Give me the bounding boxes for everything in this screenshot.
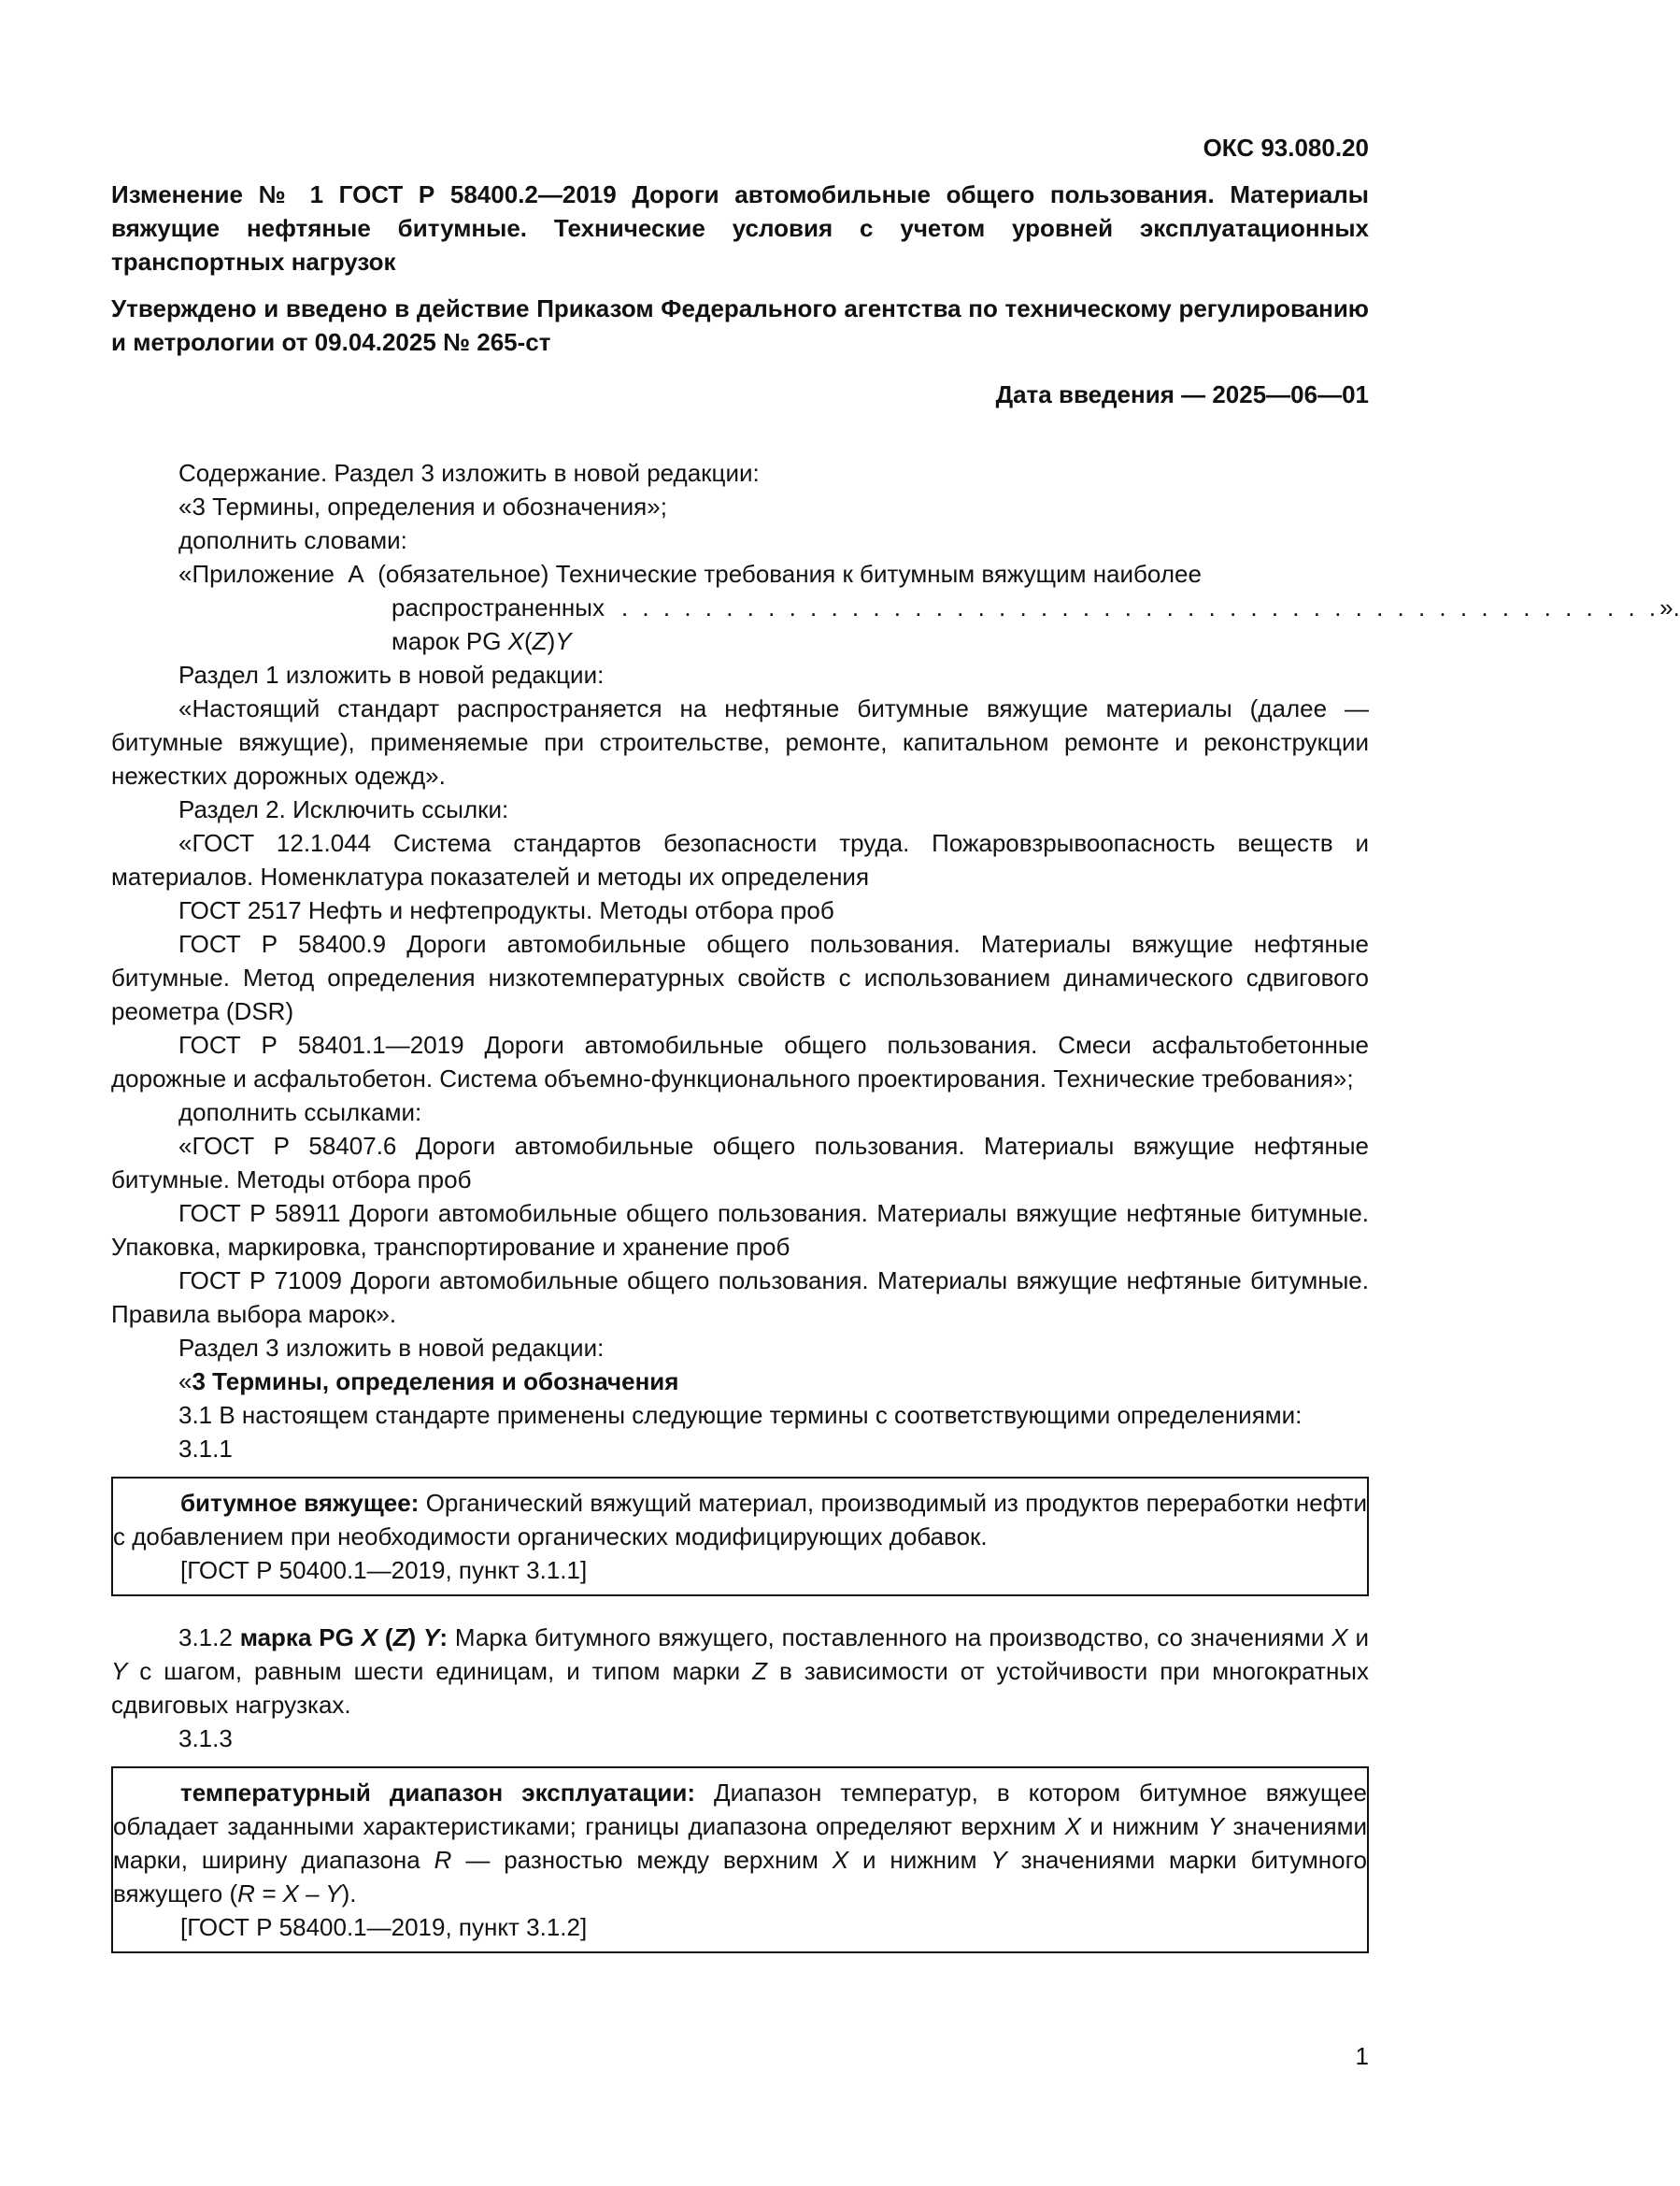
page-number: 1 [1355, 2042, 1369, 2070]
term-definition: 3.1.2 марка PG X (Z) Y: Марка битумного вяжущего, поставленного на производство, со значениями X и Y с шагом, равным шести единицам, и типом марки Z в зависимости от устойчивости при многократных сдвиговых нагрузках. [111, 1623, 1369, 1719]
paragraph: дополнить ссылками: [178, 1098, 422, 1126]
term-number: 3.1.3 [178, 1724, 233, 1752]
term-name: марка PG X (Z) Y: [239, 1623, 448, 1651]
toc-entry-title-cont: распространенных марок PG X(Z)Y [392, 593, 605, 655]
reference-item: «ГОСТ Р 58407.6 Дороги автомобильные общего пользования. Материалы вяжущие нефтяные битумные. Методы отбора проб [111, 1132, 1369, 1193]
approval-statement: Утверждено и введено в действие Приказом Федерального агентства по техническому регулированию и метрологии от 09.04.2025 № 265-ст [111, 294, 1369, 356]
paragraph: 3.1 В настоящем стандарте применены следующие термины с соответствующими определениями: [178, 1401, 1303, 1429]
section-heading: «3 Термины, определения и обозначения [178, 1367, 679, 1395]
paragraph: Раздел 1 изложить в новой редакции: [178, 661, 605, 689]
document-title: Изменение № 1 ГОСТ Р 58400.2—2019 Дороги автомобильные общего пользования. Материалы вяжущие нефтяные битумные. Технические условия с учетом уровней эксплуатационных транспортных нагрузок [111, 180, 1369, 276]
term-number: 3.1.1 [178, 1435, 233, 1463]
reference-item: ГОСТ 2517 Нефть и нефтепродукты. Методы отбора проб [178, 896, 834, 924]
paragraph: Раздел 2. Исключить ссылки: [178, 795, 509, 823]
toc-entry-end: ». [1659, 593, 1680, 622]
reference-item: ГОСТ Р 71009 Дороги автомобильные общего пользования. Материалы вяжущие нефтяные битумные. Правила выбора марок». [111, 1266, 1369, 1328]
toc-entry [111, 557, 1369, 591]
reference-item: «ГОСТ 12.1.044 Система стандартов безопасности труда. Пожаровзрывоопасность веществ и материалов. Номенклатура показателей и методы их определения [111, 829, 1369, 891]
document-page [111, 131, 1680, 1965]
term-name: температурный диапазон эксплуатации: [180, 1779, 695, 1807]
term-source: [ГОСТ Р 58400.1—2019, пункт 3.1.2] [180, 1913, 588, 1941]
paragraph: «Настоящий стандарт распространяется на нефтяные битумные вяжущие материалы (далее — битумные вяжущие), применяемые при строительстве, ремонте, капитальном ремонте и реконструкции нежестких дорожных одежд». [111, 694, 1369, 790]
term-definition: битумное вяжущее: Органический вяжущий материал, производимый из продуктов переработки нефти с добавлением при необходимости органических модифицирующих добавок. [113, 1489, 1368, 1550]
document-body [111, 456, 1680, 1953]
reference-item: ГОСТ Р 58400.9 Дороги автомобильные общего пользования. Материалы вяжущие нефтяные битумные. Метод определения низкотемпературных свойств с использованием динамического сдвигового реометра (DSR) [111, 930, 1369, 1025]
reference-item: ГОСТ Р 58401.1—2019 Дороги автомобильные общего пользования. Смеси асфальтобетонные дорожные и асфальтобетон. Система объемно-функционального проектирования. Технические требования»; [111, 1031, 1369, 1093]
term-definition: температурный диапазон эксплуатации: Диапазон температур, в котором битумное вяжущее обладает заданными характеристиками; границы диапазона определяют верхним X и нижним Y значениями марки, ширину диапазона R — разностью между верхним X и нижним Y значениями марки битумного вяжущего (R = X – Y). [113, 1779, 1367, 1907]
term-source: [ГОСТ Р 50400.1—2019, пункт 3.1.1] [180, 1556, 588, 1584]
paragraph: дополнить словами: [178, 526, 407, 554]
term-name: битумное вяжущее: [180, 1489, 420, 1517]
term-box-bitumen-binder [111, 1477, 1369, 1596]
term-box-temperature-range [111, 1766, 1369, 1953]
toc-leader-dots: . . . . . . . . . . . . . . . . . . . . . . . . . . . . . . . . . . . . . . . . . . . . . . . . . . [620, 593, 1660, 622]
reference-item: ГОСТ Р 58911 Дороги автомобильные общего пользования. Материалы вяжущие нефтяные битумные. Упаковка, маркировка, транспортирование и хранение проб [111, 1199, 1369, 1261]
effective-date: Дата введения — 2025—06—01 [995, 380, 1369, 408]
paragraph: «3 Термины, определения и обозначения»; [178, 493, 667, 521]
toc-entry-title: (обязательное) Технические требования к битумным вяжущим наиболее [377, 560, 1202, 588]
toc-entry-continuation [111, 591, 1680, 658]
okc-code: ОКС 93.080.20 [1203, 134, 1369, 162]
paragraph: Содержание. Раздел 3 изложить в новой редакции: [178, 459, 760, 487]
toc-entry-label: «Приложение А [178, 560, 378, 588]
paragraph: Раздел 3 изложить в новой редакции: [178, 1334, 605, 1362]
